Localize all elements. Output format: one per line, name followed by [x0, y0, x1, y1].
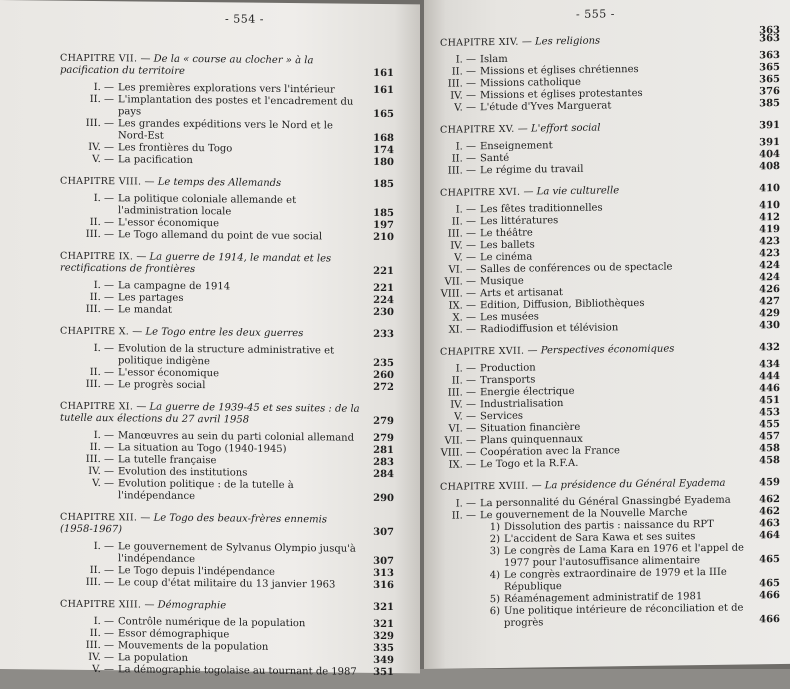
chapter-title: — De la « course au clocher » à la pacification du territoire: [60, 53, 314, 77]
entry-number: IX. —: [448, 300, 476, 312]
entry-text: Radiodiffusion et télévision: [480, 322, 619, 336]
entry-page: 279: [373, 432, 394, 445]
chapter-entries: [60, 193, 394, 244]
chapter-keyword: CHAPITRE XVI.: [440, 186, 521, 199]
chapter-heading: [60, 176, 394, 191]
entry-text: Industrialisation: [480, 398, 564, 411]
entry-number: 3): [489, 545, 500, 558]
entry-number: II. —: [89, 216, 114, 229]
entry-number: III. —: [85, 576, 114, 589]
entry-text: Evolution des institutions: [118, 466, 248, 479]
entry-text: Mouvements de la population: [118, 640, 269, 653]
chapter-title: — La guerre de 1939-45 et ses suites : de la tutelle aux élections du 27 avril 1958: [60, 401, 360, 426]
entry-text: La politique coloniale allemande et l'administration locale: [118, 193, 297, 218]
entry-number: II. —: [451, 216, 476, 228]
entry-number: XI. —: [448, 324, 476, 336]
chapter-keyword: CHAPITRE XVIII.: [440, 480, 529, 493]
entry-number: I. —: [455, 204, 476, 216]
entry-number: I. —: [455, 363, 476, 375]
toc-entry: [60, 229, 394, 244]
chapter-heading: [60, 599, 394, 614]
toc-chapter: [440, 477, 780, 631]
entry-page: 463: [759, 518, 780, 530]
entry-text: L'implantation des postes et l'encadrement du pays: [118, 94, 354, 118]
toc-entry: [60, 118, 394, 145]
entry-text: La tutelle française: [118, 454, 217, 467]
entry-page: 316: [373, 579, 394, 592]
entry-page: 385: [759, 98, 780, 110]
entry-text: Essor démographique: [118, 628, 230, 641]
entry-page: 465: [759, 554, 780, 566]
entry-text: Transports: [480, 374, 536, 387]
entry-page: 466: [759, 614, 780, 626]
chapter-heading: [440, 342, 780, 359]
chapter-page: 161: [373, 67, 394, 80]
chapter-page: 391: [759, 120, 780, 132]
entry-number: II. —: [451, 66, 476, 78]
right-toc: [440, 33, 780, 641]
chapter-heading: [440, 477, 780, 494]
chapter-keyword: CHAPITRE XV.: [440, 123, 515, 136]
entry-text: Enseignement: [480, 140, 553, 153]
entry-number: I. —: [455, 498, 476, 510]
chapter-entries: [440, 200, 780, 337]
chapter-title: — La vie culturelle: [523, 185, 620, 198]
chapter-entries: [440, 50, 780, 115]
entry-number: III. —: [447, 165, 476, 177]
entry-number: VI. —: [448, 423, 476, 435]
chapter-heading: [60, 512, 394, 539]
entry-number: V. —: [92, 153, 114, 166]
toc-chapter: [60, 176, 394, 244]
toc-entry: [60, 577, 394, 592]
entry-text: Energie électrique: [480, 385, 575, 399]
entry-number: II. —: [451, 375, 476, 387]
entry-number: V. —: [454, 411, 476, 423]
entry-number: I. —: [455, 54, 476, 66]
entry-text: Réaménagement administratif de 1981: [504, 591, 703, 605]
chapter-page: 432: [759, 342, 780, 354]
chapter-title: — La présidence du Général Eyadema: [531, 477, 726, 492]
entry-page: 410: [759, 200, 780, 212]
entry-text: Missions et églises chrétiennes: [480, 64, 639, 78]
entry-page: 174: [373, 144, 394, 157]
chapter-keyword: CHAPITRE XIV.: [440, 36, 519, 49]
entry-page: 168: [373, 132, 394, 145]
entry-text: Le progrès social: [118, 379, 206, 392]
entry-number: V. —: [92, 663, 114, 676]
entry-page: 451: [759, 395, 780, 407]
toc-chapter: [60, 326, 394, 394]
chapter-entries: [60, 280, 394, 319]
entry-number: III. —: [85, 639, 114, 652]
entry-number: VIII. —: [440, 447, 476, 459]
entry-page: 365: [759, 74, 780, 86]
chapter-page: 410: [759, 183, 780, 195]
right-page-number: - 555 -: [576, 7, 615, 21]
chapter-heading: [60, 326, 394, 341]
entry-text: La campagne de 1914: [118, 280, 231, 293]
entry-text: Les premières explorations vers l'intérieur: [118, 82, 335, 96]
entry-page: 465: [759, 578, 780, 590]
entry-number: IV. —: [88, 651, 114, 664]
entry-number: 6): [489, 605, 500, 618]
entry-number: VII. —: [444, 276, 476, 288]
entry-number: I. —: [93, 540, 114, 553]
entry-page: 424: [759, 260, 780, 272]
entry-page: 424: [759, 272, 780, 284]
entry-number: III. —: [447, 387, 476, 399]
entry-page: 376: [759, 86, 780, 98]
chapter-title: — Le Togo des beaux-frères ennemis (1958-1967): [60, 512, 327, 536]
entry-number: III. —: [85, 228, 114, 241]
entry-text: Les grandes expéditions vers le Nord et le Nord-Est: [118, 118, 333, 142]
entry-number: III. —: [85, 453, 114, 466]
entry-number: IV. —: [88, 141, 114, 154]
entry-text: Le cinéma: [480, 251, 533, 264]
chapter-keyword: CHAPITRE XVII.: [440, 345, 525, 358]
chapter-page: 459: [759, 477, 780, 489]
entry-number: IV. —: [88, 465, 114, 478]
entry-number: III. —: [85, 378, 114, 391]
chapter-title: — Le temps des Allemands: [144, 176, 282, 189]
entry-page: 321: [373, 618, 394, 631]
entry-number: V. —: [454, 102, 476, 114]
entry-page: 329: [373, 630, 394, 643]
chapter-heading: [440, 183, 780, 200]
toc-chapter: [440, 120, 780, 178]
entry-text: L'étude d'Yves Marguerat: [480, 100, 612, 114]
chapter-title: — L'effort social: [517, 122, 601, 135]
entry-page: 284: [373, 468, 394, 481]
entry-number: I. —: [93, 81, 114, 94]
chapter-page: 221: [373, 265, 394, 278]
entry-page: 363: [759, 50, 780, 62]
entry-text: Edition, Diffusion, Bibliothèques: [480, 297, 645, 312]
toc-entry: [60, 664, 394, 679]
entry-number: II. —: [89, 366, 114, 379]
entry-text: Islam: [480, 53, 508, 66]
entry-text: Plans quinquennaux: [480, 433, 583, 447]
chapter-heading: [440, 33, 780, 50]
entry-text: La démographie togolaise au tournant de 1987: [118, 664, 357, 678]
chapter-entries: [440, 137, 780, 178]
chapter-heading: [60, 401, 394, 428]
entry-page: 165: [373, 108, 394, 121]
entry-text: L'accident de Sara Kawa et ses suites: [504, 531, 696, 545]
chapter-page: 185: [373, 178, 394, 191]
left-page-number: - 554 -: [225, 12, 264, 26]
entry-page: 446: [759, 383, 780, 395]
entry-text: Le Togo allemand du point de vue social: [118, 229, 323, 243]
entry-text: Le Togo et la R.F.A.: [480, 457, 579, 471]
toc-chapter: [440, 342, 780, 472]
toc-entry: [60, 343, 394, 370]
entry-page: 430: [759, 320, 780, 332]
toc-entry: [60, 193, 394, 220]
entry-page: 458: [759, 443, 780, 455]
entry-page: 391: [759, 137, 780, 149]
entry-number: III. —: [85, 117, 114, 130]
toc-chapter: [440, 183, 780, 337]
toc-chapter: [60, 599, 394, 679]
entry-number: I. —: [93, 429, 114, 442]
entry-page: 185: [373, 207, 394, 220]
chapter-title: — Les religions: [521, 35, 601, 48]
entry-text: Le Togo depuis l'indépendance: [118, 565, 275, 578]
toc-entry: [60, 541, 394, 568]
entry-text: Arts et artisanat: [480, 287, 563, 300]
entry-page: 351: [373, 666, 394, 679]
entry-number: II. —: [89, 291, 114, 304]
entry-text: La situation au Togo (1940-1945): [118, 442, 287, 456]
entry-text: L'essor économique: [118, 217, 219, 230]
entry-text: Une politique intérieure de réconciliation et de progrès: [504, 602, 744, 629]
chapter-title: — Perspectives économiques: [527, 343, 675, 357]
entry-number: II. —: [89, 93, 114, 106]
chapter-keyword: CHAPITRE IX.: [60, 250, 134, 263]
entry-text: Le gouvernement de Sylvanus Olympio jusqu'à l'indépendance: [118, 541, 356, 566]
entry-number: IX. —: [448, 459, 476, 471]
entry-page: 161: [373, 84, 394, 97]
entry-number: VIII. —: [440, 288, 476, 300]
entry-text: Le mandat: [118, 304, 173, 316]
entry-number: I. —: [93, 192, 114, 205]
entry-page: 457: [759, 431, 780, 443]
entry-page: 466: [759, 590, 780, 602]
entry-page: 419: [759, 224, 780, 236]
entry-text: Missions catholique: [480, 76, 581, 90]
toc-entry: [60, 478, 394, 505]
chapter-title: — Le Togo entre les deux guerres: [132, 326, 304, 340]
entry-page: 462: [759, 506, 780, 518]
entry-number: X. —: [452, 312, 476, 324]
entry-text: L'essor économique: [118, 367, 219, 380]
entry-text: Evolution de la structure administrative et politique indigène: [118, 343, 335, 368]
entry-number: II. —: [451, 153, 476, 165]
entry-number: II. —: [89, 564, 114, 577]
right-top-number: 363: [759, 25, 780, 37]
toc-chapter: [60, 512, 394, 592]
chapter-page: 279: [373, 415, 394, 428]
entry-text: Le congrès extraordinaire de 1979 et la IIIe République: [504, 566, 727, 593]
entry-number: 5): [489, 593, 500, 606]
entry-number: V. —: [454, 252, 476, 264]
entry-page: 307: [373, 555, 394, 568]
entry-page: 197: [373, 219, 394, 232]
entry-page: 427: [759, 296, 780, 308]
entry-number: 1): [489, 521, 500, 534]
entry-page: 313: [373, 567, 394, 580]
entry-page: 221: [373, 282, 394, 295]
chapter-page: 233: [373, 328, 394, 341]
entry-text: Les littératures: [480, 215, 559, 228]
entry-page: 423: [759, 236, 780, 248]
entry-page: 235: [373, 357, 394, 370]
entry-page: 335: [373, 642, 394, 655]
entry-text: Production: [480, 362, 536, 375]
entry-text: Manœuvres au sein du parti colonial allemand: [118, 430, 355, 444]
chapter-heading: [60, 53, 394, 80]
chapter-entries: [60, 616, 394, 679]
entry-page: 272: [373, 381, 394, 394]
chapter-entries: [60, 82, 394, 169]
entry-page: 455: [759, 419, 780, 431]
entry-text: Salles de conférences ou de spectacle: [480, 261, 673, 276]
entry-text: Les partages: [118, 292, 184, 304]
entry-page: 180: [373, 156, 394, 169]
entry-page: 349: [373, 654, 394, 667]
chapter-title: — La guerre de 1914, le mandat et les rectifications de frontières: [60, 251, 332, 276]
entry-page: 281: [373, 444, 394, 457]
entry-number: V. —: [92, 477, 114, 490]
entry-number: II. —: [451, 510, 476, 522]
entry-text: Le congrès de Lama Kara en 1976 et l'appel de 1977 pour l'autosuffisance alimentaire: [504, 542, 744, 569]
chapter-title: — Démographie: [144, 599, 227, 612]
entry-text: Les ballets: [480, 239, 535, 252]
entry-number: III. —: [447, 228, 476, 240]
toc-entry: [60, 94, 394, 121]
entry-page: 230: [373, 306, 394, 319]
entry-number: III. —: [85, 303, 114, 316]
chapter-keyword: CHAPITRE VIII.: [60, 175, 142, 188]
chapter-keyword: CHAPITRE VII.: [60, 52, 138, 65]
toc-entry: [440, 602, 780, 631]
entry-text: La population: [118, 652, 188, 664]
entry-page: 365: [759, 62, 780, 74]
entry-text: Services: [480, 410, 524, 423]
chapter-page: 321: [373, 601, 394, 614]
chapter-heading: [60, 251, 394, 278]
entry-number: 2): [489, 533, 500, 546]
entry-number: IV. —: [450, 399, 476, 411]
entry-text: Situation financière: [480, 421, 581, 435]
entry-number: IV. —: [450, 90, 476, 102]
entry-page: 283: [373, 456, 394, 469]
entry-text: Coopération avec la France: [480, 445, 620, 459]
entry-page: 458: [759, 455, 780, 467]
entry-page: 453: [759, 407, 780, 419]
entry-page: 404: [759, 149, 780, 161]
entry-page: 434: [759, 359, 780, 371]
toc-chapter: [60, 53, 394, 169]
toc-entry: [60, 304, 394, 319]
entry-number: I. —: [93, 615, 114, 628]
entry-page: 464: [759, 530, 780, 542]
entry-text: Les fêtes traditionnelles: [480, 202, 603, 216]
chapter-keyword: CHAPITRE XI.: [60, 400, 134, 413]
entry-text: Evolution politique : de la tutelle à l'indépendance: [118, 478, 294, 503]
chapter-entries: [60, 430, 394, 505]
entry-page: 210: [373, 231, 394, 244]
chapter-entries: [60, 343, 394, 394]
chapter-keyword: CHAPITRE X.: [60, 325, 130, 338]
entry-text: Santé: [480, 152, 510, 165]
chapter-entries: [60, 541, 394, 592]
entry-page: 423: [759, 248, 780, 260]
entry-number: I. —: [93, 279, 114, 292]
chapter-entries: [440, 494, 780, 631]
entry-text: La personnalité du Général Gnassingbé Eyadema: [480, 494, 731, 510]
entry-page: 260: [373, 369, 394, 382]
entry-text: Le régime du travail: [480, 163, 584, 177]
entry-text: Les frontières du Togo: [118, 142, 233, 155]
toc-chapter: [60, 401, 394, 505]
entry-text: Dissolution des partis : naissance du RPT: [504, 518, 714, 533]
entry-text: Le coup d'état militaire du 13 janvier 1963: [118, 577, 336, 591]
toc-entry: [60, 379, 394, 394]
entry-text: La pacification: [118, 154, 193, 167]
chapter-page: 363: [759, 33, 780, 45]
entry-number: II. —: [89, 627, 114, 640]
entry-text: Musique: [480, 275, 524, 288]
entry-number: IV. —: [450, 240, 476, 252]
entry-text: Les musées: [480, 311, 539, 324]
entry-page: 408: [759, 161, 780, 173]
chapter-entries: [440, 359, 780, 472]
entry-text: Le théâtre: [480, 227, 533, 240]
entry-page: 412: [759, 212, 780, 224]
entry-number: 4): [489, 569, 500, 582]
toc-chapter: [60, 251, 394, 319]
entry-page: 444: [759, 371, 780, 383]
chapter-keyword: CHAPITRE XIII.: [60, 598, 142, 611]
entry-number: I. —: [455, 141, 476, 153]
entry-page: 426: [759, 284, 780, 296]
toc-chapter: [440, 33, 780, 115]
entry-text: Le gouvernement de la Nouvelle Marche: [480, 507, 688, 522]
entry-text: Missions et églises protestantes: [480, 87, 643, 102]
entry-text: Contrôle numérique de la population: [118, 616, 306, 630]
chapter-heading: [440, 120, 780, 137]
entry-number: VI. —: [448, 264, 476, 276]
entry-page: 429: [759, 308, 780, 320]
entry-page: 462: [759, 494, 780, 506]
chapter-keyword: CHAPITRE XII.: [60, 511, 138, 524]
entry-number: II. —: [89, 441, 114, 454]
entry-page: 290: [373, 492, 394, 505]
entry-number: III. —: [447, 78, 476, 90]
left-toc: [60, 53, 394, 689]
entry-page: 224: [373, 294, 394, 307]
entry-number: VII. —: [444, 435, 476, 447]
right-page: [424, 0, 790, 669]
chapter-page: 307: [373, 526, 394, 539]
toc-entry: [60, 154, 394, 169]
entry-number: I. —: [93, 342, 114, 355]
